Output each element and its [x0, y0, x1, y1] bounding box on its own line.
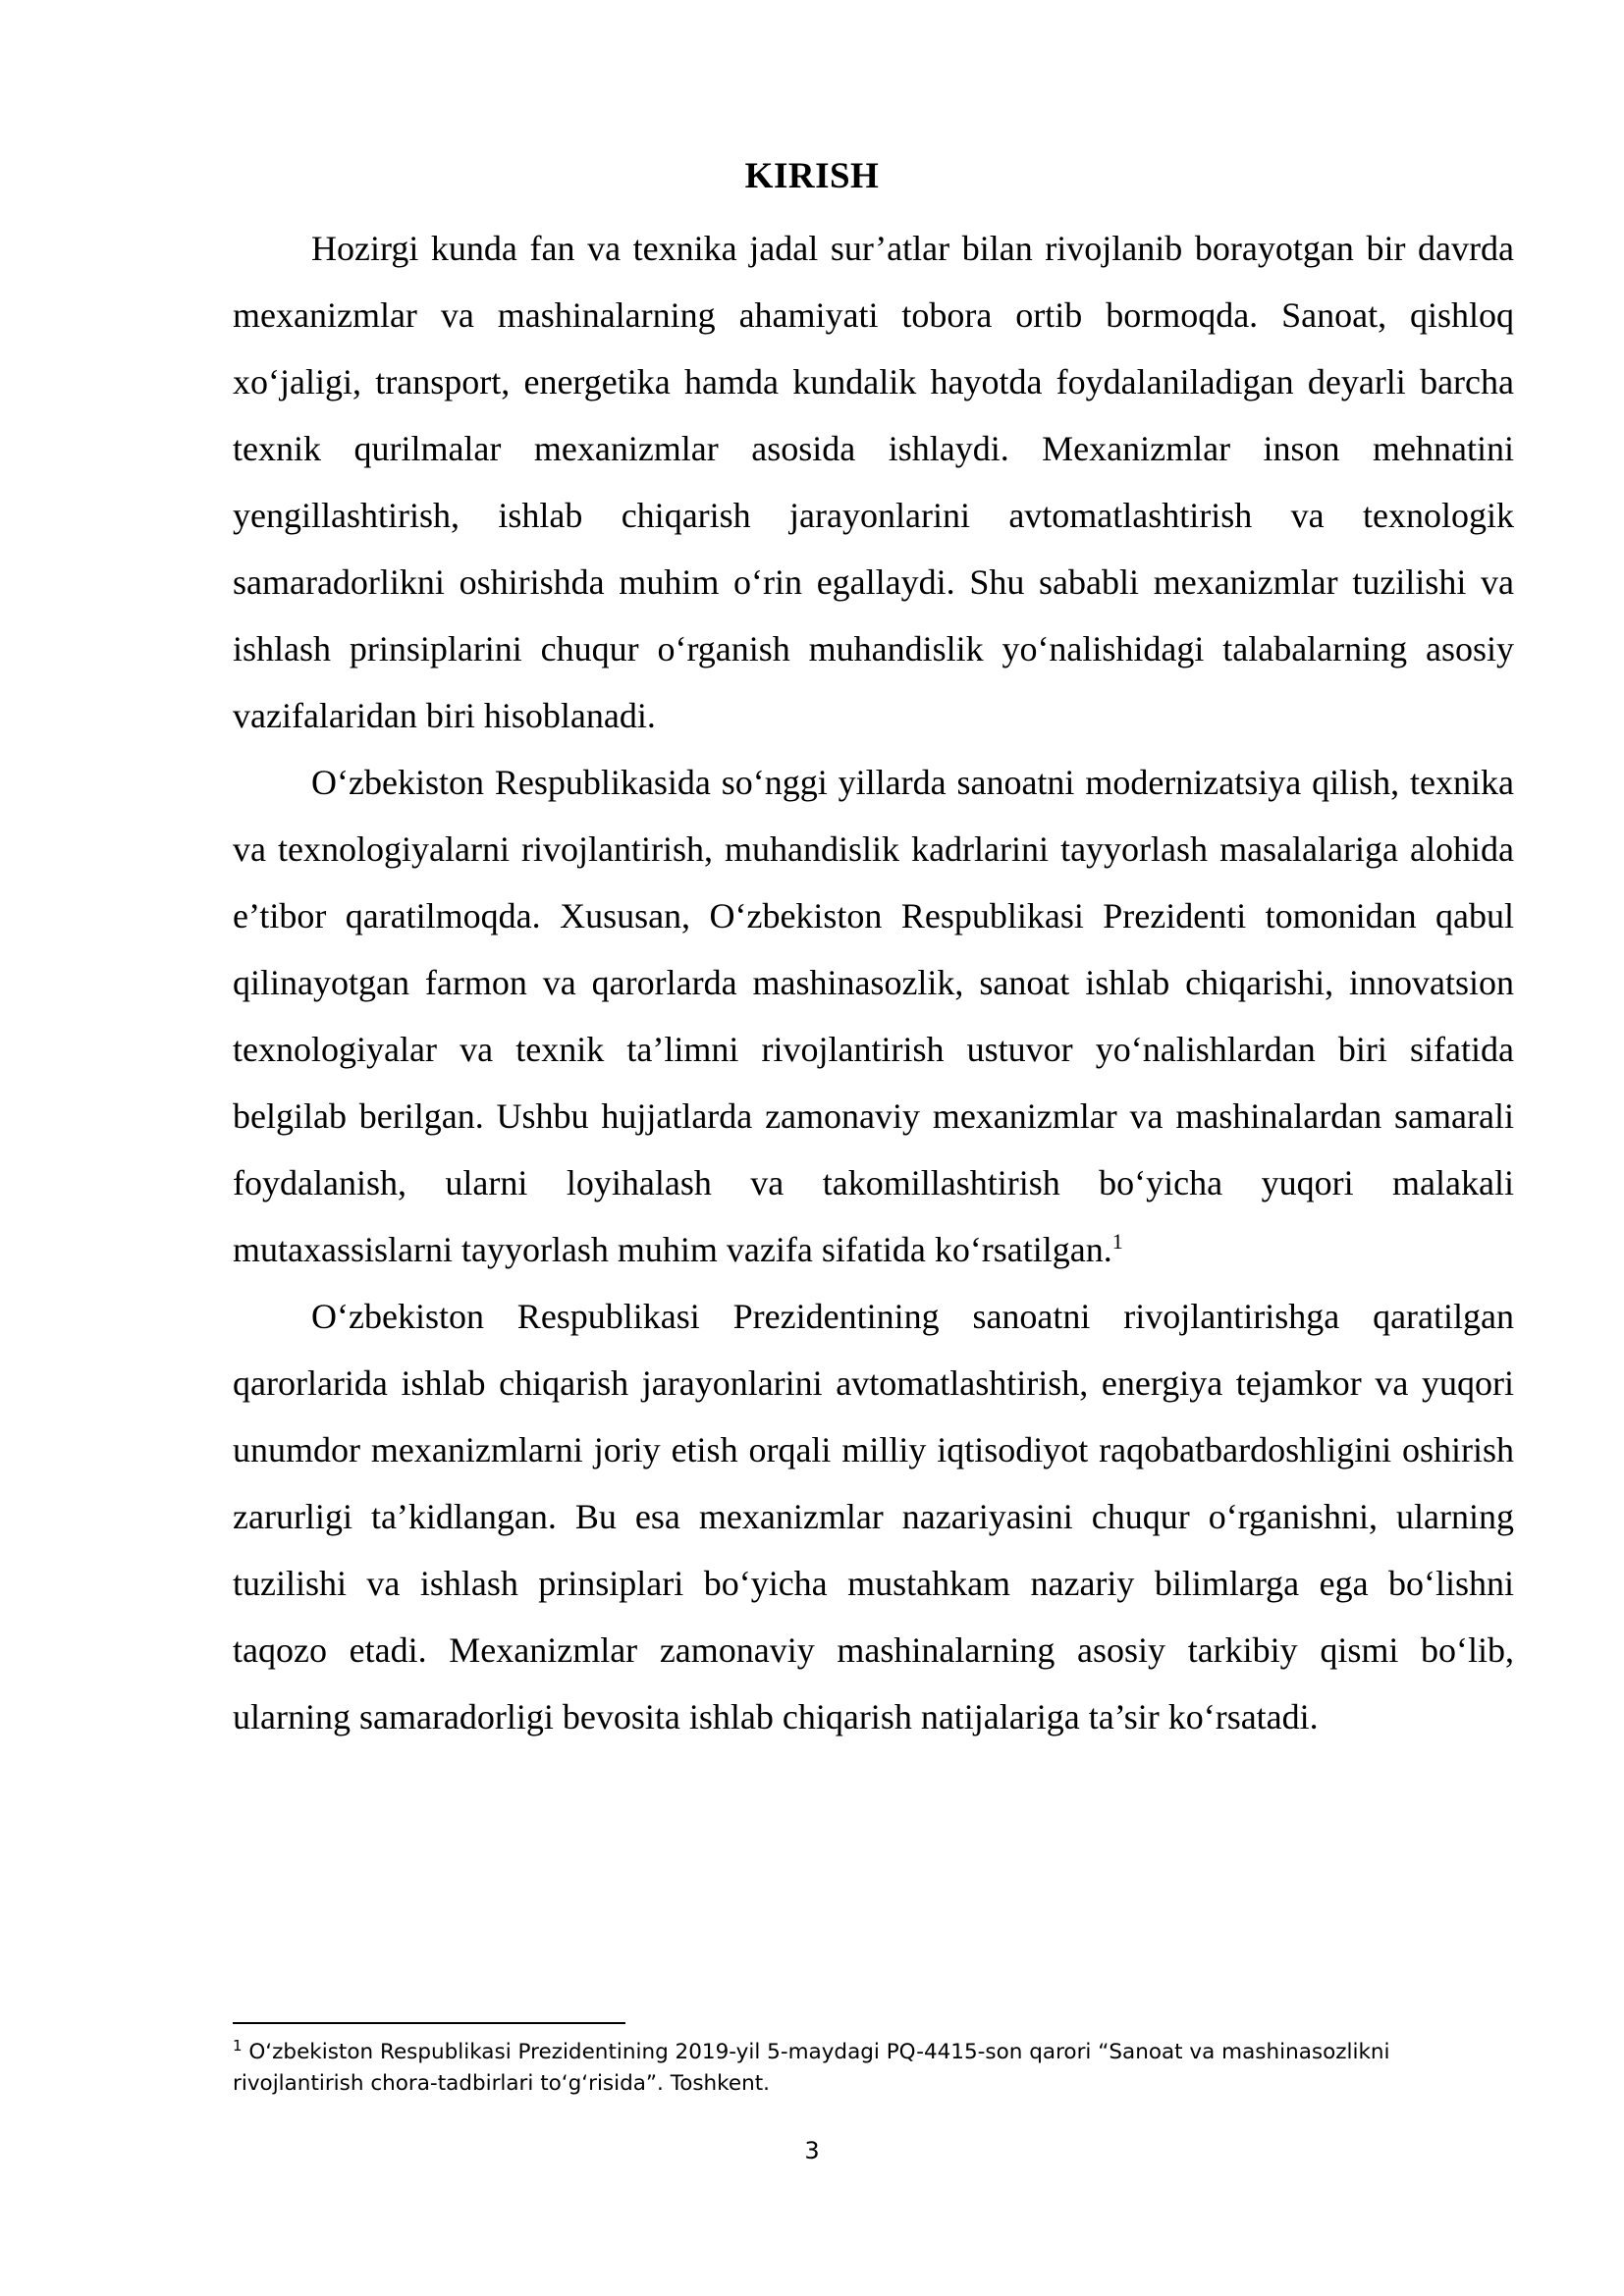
body-text [233, 215, 1514, 1750]
paragraph-1 [233, 215, 1514, 749]
footnote-separator [233, 2022, 625, 2024]
footnote-text: O‘zbekiston Respublikasi Prezidentining 2019-yil 5-maydagi PQ-4415-son qarori “Sanoat va mashinasozlikni rivojlantirish chora-tadbirlari to‘g‘risida”. Toshkent. [233, 2040, 1390, 2096]
paragraph-2 [233, 749, 1514, 1283]
paragraph-2-text: O‘zbekiston Respublikasida so‘nggi yillarda sanoatni modernizatsiya qilish, texnika va texnologiyalarni rivojlantirish, muhandislik kadrlarini tayyorlash masalalariga alohida e’tibor qaratilmoqda. Xususan, O‘zbekiston Respublikasi Prezidenti tomonidan qabul qilinayotgan farmon va qarorlarda mashinasozlik, sanoat ishlab chiqarishi, innovatsion texnologiyalar va texnik ta’limni rivojlantirish ustuvor yo‘nalishlardan biri sifatida belgilab berilgan. Ushbu hujjatlarda zamonaviy mexanizmlar va mashinalardan samarali foydalanish, ularni loyihalash va takomillashtirish bo‘yicha yuqori malakali mutaxassislarni tayyorlash muhim vazifa sifatida ko‘rsatilgan. [233, 763, 1514, 1269]
paragraph-3-text: O‘zbekiston Respublikasi Prezidentining sanoatni rivojlantirishga qaratilgan qarorlarida ishlab chiqarish jarayonlarini avtomatlashtirish, energiya tejamkor va yuqori unumdor mexanizmlarni joriy etish orqali milliy iqtisodiyot raqobatbardoshligini oshirish zarurligi ta’kidlangan. Bu esa mexanizmlar nazariyasini chuqur o‘rganishni, ularning tuzilishi va ishlash prinsiplari bo‘yicha mustahkam nazariy bilimlarga ega bo‘lishni taqozo etadi. Mexanizmlar zamonaviy mashinalarning asosiy tarkibiy qismi bo‘lib, ularning samaradorligi bevosita ishlab chiqarish natijalariga ta’sir ko‘rsatadi. [233, 1297, 1514, 1736]
paragraph-3 [233, 1283, 1514, 1750]
page-number: 3 [804, 2137, 820, 2164]
footnote-number: 1 [233, 2036, 243, 2055]
footnote [233, 2037, 1514, 2100]
section-title: KIRISH [744, 156, 880, 196]
footnote-reference[interactable]: 1 [1111, 1229, 1123, 1254]
paragraph-1-text: Hozirgi kunda fan va texnika jadal sur’atlar bilan rivojlanib borayotgan bir davrda mexanizmlar va mashinalarning ahamiyati tobora ortib bormoqda. Sanoat, qishloq xo‘jaligi, transport, energetika hamda kundalik hayotda foydalaniladigan deyarli barcha texnik qurilmalar mexanizmlar asosida ishlaydi. Mexanizmlar inson mehnatini yengillashtirish, ishlab chiqarish jarayonlarini avtomatlashtirish va texnologik samaradorlikni oshirishda muhim o‘rin egallaydi. Shu sababli mexanizmlar tuzilishi va ishlash prinsiplarini chuqur o‘rganish muhandislik yo‘nalishidagi talabalarning asosiy vazifalaridan biri hisoblanadi. [233, 229, 1514, 735]
